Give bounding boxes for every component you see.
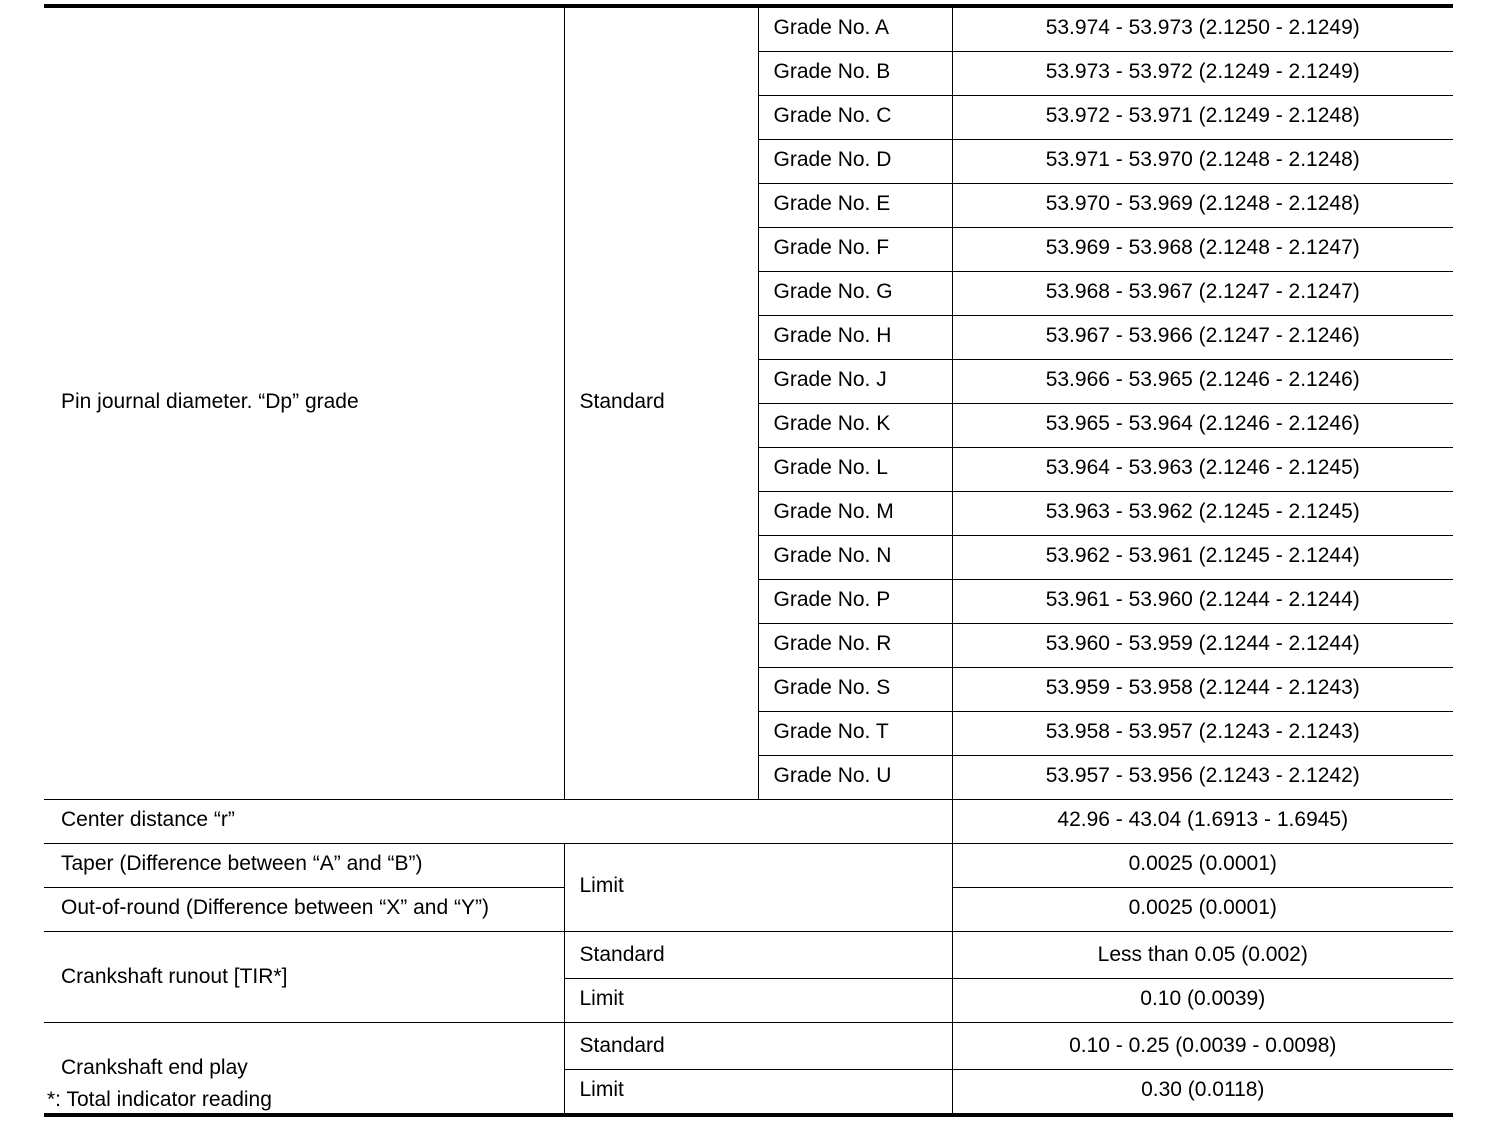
grade-label: Grade No. B [758,52,952,96]
taper-value: 0.0025 (0.0001) [952,844,1453,888]
grade-value: 53.957 - 53.956 (2.1243 - 2.1242) [952,756,1453,800]
crankshaft-spec-table [44,4,1453,1117]
end-play-label: Crankshaft end play [44,1023,564,1116]
grade-value: 53.972 - 53.971 (2.1249 - 2.1248) [952,96,1453,140]
grade-label: Grade No. P [758,580,952,624]
taper-oor-condition: Limit [564,844,952,932]
out-of-round-value: 0.0025 (0.0001) [952,888,1453,932]
grade-value: 53.963 - 53.962 (2.1245 - 2.1245) [952,492,1453,536]
grade-value: 53.960 - 53.959 (2.1244 - 2.1244) [952,624,1453,668]
grade-label: Grade No. C [758,96,952,140]
end-play-limit-label: Limit [564,1070,952,1116]
grade-label: Grade No. D [758,140,952,184]
center-distance-label: Center distance “r” [44,800,952,844]
grade-label: Grade No. N [758,536,952,580]
grade-label: Grade No. F [758,228,952,272]
end-play-standard-label: Standard [564,1023,952,1070]
grade-label: Grade No. L [758,448,952,492]
grade-value: 53.962 - 53.961 (2.1245 - 2.1244) [952,536,1453,580]
grade-label: Grade No. K [758,404,952,448]
spec-table-body [44,6,1453,1115]
grade-value: 53.961 - 53.960 (2.1244 - 2.1244) [952,580,1453,624]
grade-value: 53.969 - 53.968 (2.1248 - 2.1247) [952,228,1453,272]
footnote: *: Total indicator reading [47,1088,272,1111]
runout-limit-value: 0.10 (0.0039) [952,979,1453,1023]
grade-value: 53.970 - 53.969 (2.1248 - 2.1248) [952,184,1453,228]
end-play-standard-value: 0.10 - 0.25 (0.0039 - 0.0098) [952,1023,1453,1070]
grade-label: Grade No. S [758,668,952,712]
pin-journal-label: Pin journal diameter. “Dp” grade [44,6,564,800]
grade-value: 53.974 - 53.973 (2.1250 - 2.1249) [952,6,1453,52]
grade-label: Grade No. T [758,712,952,756]
grade-value: 53.966 - 53.965 (2.1246 - 2.1246) [952,360,1453,404]
grade-label: Grade No. U [758,756,952,800]
center-distance-value: 42.96 - 43.04 (1.6913 - 1.6945) [952,800,1453,844]
grade-label: Grade No. G [758,272,952,316]
grade-label: Grade No. A [758,6,952,52]
grade-value: 53.959 - 53.958 (2.1244 - 2.1243) [952,668,1453,712]
end-play-standard-row [44,1023,1453,1070]
grade-label: Grade No. R [758,624,952,668]
center-distance-row [44,800,1453,844]
runout-label: Crankshaft runout [TIR*] [44,932,564,1023]
out-of-round-label: Out-of-round (Difference between “X” and “Y”) [44,888,564,932]
runout-standard-label: Standard [564,932,952,979]
taper-label: Taper (Difference between “A” and “B”) [44,844,564,888]
grade-label: Grade No. E [758,184,952,228]
grade-value: 53.958 - 53.957 (2.1243 - 2.1243) [952,712,1453,756]
grade-value: 53.968 - 53.967 (2.1247 - 2.1247) [952,272,1453,316]
pin-journal-condition: Standard [564,6,758,800]
grade-label: Grade No. J [758,360,952,404]
runout-standard-value: Less than 0.05 (0.002) [952,932,1453,979]
grade-value: 53.964 - 53.963 (2.1246 - 2.1245) [952,448,1453,492]
grade-label: Grade No. M [758,492,952,536]
end-play-limit-value: 0.30 (0.0118) [952,1070,1453,1116]
grade-value: 53.965 - 53.964 (2.1246 - 2.1246) [952,404,1453,448]
grade-row [44,6,1453,52]
runout-standard-row [44,932,1453,979]
taper-row [44,844,1453,888]
grade-value: 53.971 - 53.970 (2.1248 - 2.1248) [952,140,1453,184]
grade-value: 53.973 - 53.972 (2.1249 - 2.1249) [952,52,1453,96]
grade-label: Grade No. H [758,316,952,360]
grade-value: 53.967 - 53.966 (2.1247 - 2.1246) [952,316,1453,360]
runout-limit-label: Limit [564,979,952,1023]
